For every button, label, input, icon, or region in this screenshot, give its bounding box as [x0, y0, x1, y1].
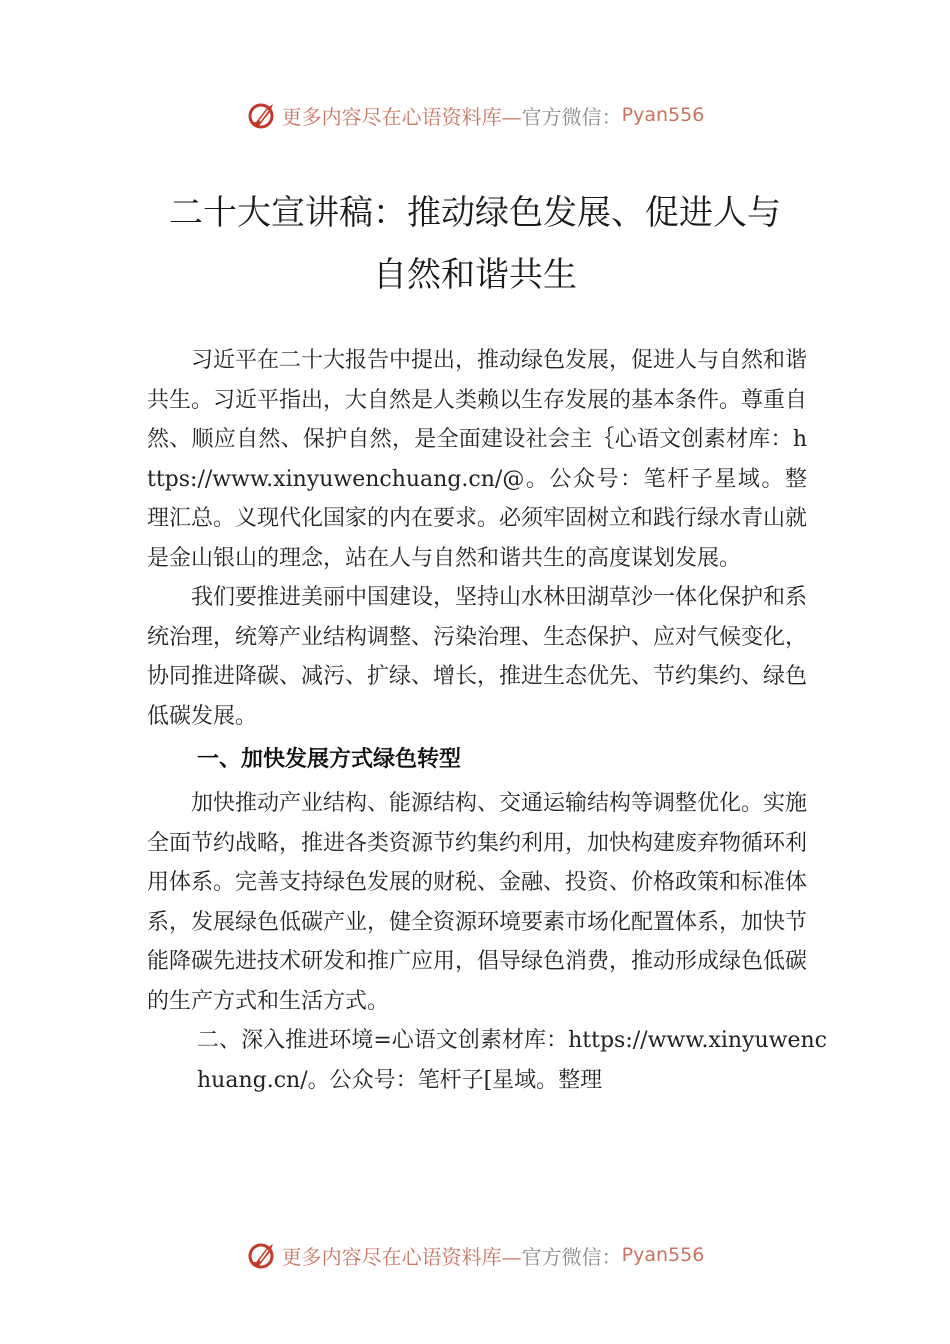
header-wechat-label: 官方微信： — [521, 104, 622, 129]
header-slogan: 更多内容尽在心语资料库— — [281, 104, 522, 129]
title-line-2: 自然和谐共生 — [373, 255, 577, 295]
footer-banner — [0, 1235, 950, 1275]
paragraph-intro: 习近平在二十大报告中提出，推动绿色发展，促进人与自然和谐共生。习近平指出，大自然是人类赖以生存发展的基本条件。尊重自然、顺应自然、保护自然，是全面建设社会主｛心语文创素材库：https://www.xinyuwenchuang.cn/@。公众号：笔杆子星域。整理汇总。义现代化国家的内在要求。必须牢固树立和践行绿水青山就是金山银山的理念，站在人与自然和谐共生的高度谋划发展。 — [147, 348, 808, 571]
header-banner — [0, 95, 950, 135]
paragraph-section-2: 二、深入推进环境=心语文创素材库：https://www.xinyuwenchuang.cn/。公众号：笔杆子[星域。整理 — [197, 1028, 827, 1093]
title-line-1: 二十大宣讲稿：推动绿色发展、促进人与 — [169, 193, 781, 233]
paragraph-section-1: 加快推动产业结构、能源结构、交通运输结构等调整优化。实施全面节约战略，推进各类资源节约集约利用，加快构建废弃物循环利用体系。完善支持绿色发展的财税、金融、投资、价格政策和标准体系，发展绿色低碳产业，健全资源环境要素市场化配置体系，加快节能降碳先进技术研发和推广应用，倡导绿色消费，推动形成绿色低碳的生产方式和生活方式。 — [147, 791, 808, 1014]
footer-slogan: 更多内容尽在心语资料库— — [281, 1244, 522, 1269]
pen-nib-logo-icon — [246, 99, 278, 131]
pen-nib-logo-icon — [246, 1239, 278, 1271]
header-wechat-id: Pyan556 — [621, 104, 705, 126]
document-title — [120, 182, 830, 306]
footer-wechat-id: Pyan556 — [621, 1244, 705, 1266]
footer-wechat-label: 官方微信： — [521, 1244, 622, 1269]
paragraph-beautiful-china: 我们要推进美丽中国建设，坚持山水林田湖草沙一体化保护和系统治理，统筹产业结构调整、污染治理、生态保护、应对气候变化，协同推进降碳、减污、扩绿、增长，推进生态优先、节约集约、绿色低碳发展。 — [147, 585, 808, 729]
section-heading-1: 一、加快发展方式绿色转型 — [197, 747, 462, 772]
document-body — [147, 341, 827, 1100]
